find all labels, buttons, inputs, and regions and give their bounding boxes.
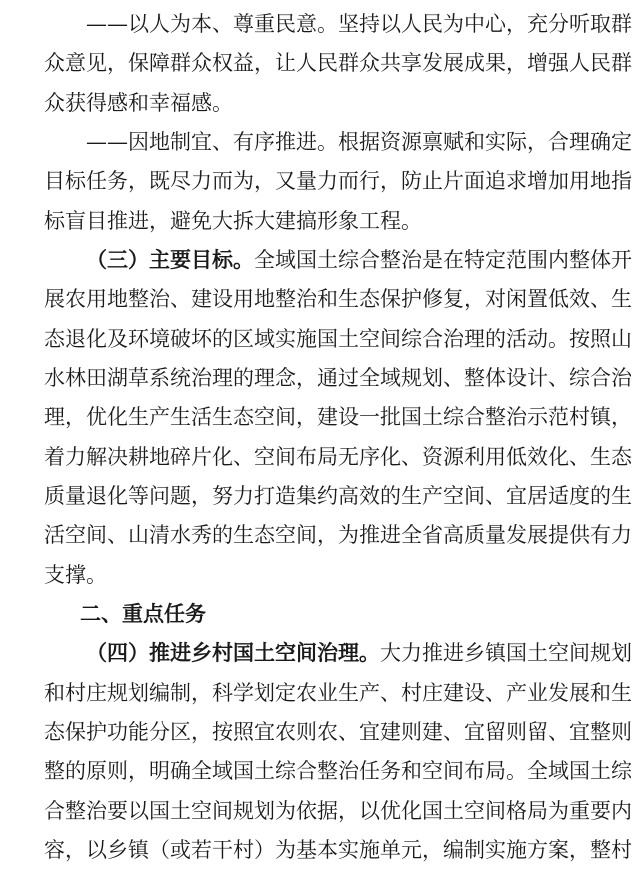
paragraph-line: 众意见，保障群众权益，让人民群众共享发展成果，增强人民群: [44, 51, 632, 75]
paragraph-line: ——以人为本、尊重民意。坚持以人民为中心，充分听取群: [86, 12, 632, 36]
paragraph-line: [86, 242, 632, 278]
paragraph-line: 众获得感和幸福感。: [44, 91, 233, 115]
paragraph-line: ——因地制宜、有序推进。根据资源禀赋和实际，合理确定: [86, 130, 632, 154]
paragraph-line: 态保护功能分区，按照宜农则农、宜建则建、宜留则留、宜整则: [44, 720, 632, 744]
section-lead-title: （三）主要目标。: [86, 248, 254, 272]
paragraph-line: 目标任务，既尽力而为，又量力而行，防止片面追求增加用地指: [44, 169, 632, 193]
paragraph-line: 展农用地整治、建设用地整治和生态保护修复，对闲置低效、生: [44, 287, 632, 311]
section-lead-title: （四）推进乡村国土空间治理。: [86, 641, 380, 665]
paragraph-line: 支撑。: [44, 563, 107, 587]
paragraph-line: 着力解决耕地碎片化、空间布局无序化、资源利用低效化、生态: [44, 445, 632, 469]
paragraph-line: 容，以乡镇（或若干村）为基本实施单元，编制实施方案，整村: [44, 838, 632, 862]
section-heading: 二、重点任务: [80, 602, 206, 626]
paragraph-line: 水林田湖草系统治理的理念，通过全域规划、整体设计、综合治: [44, 366, 632, 390]
paragraph-text: 大力推进乡镇国土空间规划: [380, 641, 632, 665]
paragraph-line: 活空间、山清水秀的生态空间，为推进全省高质量发展提供有力: [44, 523, 632, 547]
paragraph-line: 和村庄规划编制，科学划定农业生产、村庄建设、产业发展和生: [44, 681, 632, 705]
paragraph-line: 理，优化生产生活生态空间，建设一批国土综合整治示范村镇，: [44, 405, 632, 429]
paragraph-line: 态退化及环境破坏的区域实施国土空间综合治理的活动。按照山: [44, 327, 632, 351]
paragraph-line: 质量退化等问题，努力打造集约高效的生产空间、宜居适度的生: [44, 484, 632, 508]
paragraph-line: [86, 635, 632, 671]
paragraph-line: 合整治要以国土空间规划为依据，以优化国土空间格局为重要内: [44, 799, 632, 823]
paragraph-text: 全域国土综合整治是在特定范围内整体开: [254, 248, 632, 272]
paragraph-line: 整的原则，明确全域国土综合整治任务和空间布局。全域国土综: [44, 759, 632, 783]
paragraph-line: 标盲目推进，避免大拆大建搞形象工程。: [44, 209, 422, 233]
